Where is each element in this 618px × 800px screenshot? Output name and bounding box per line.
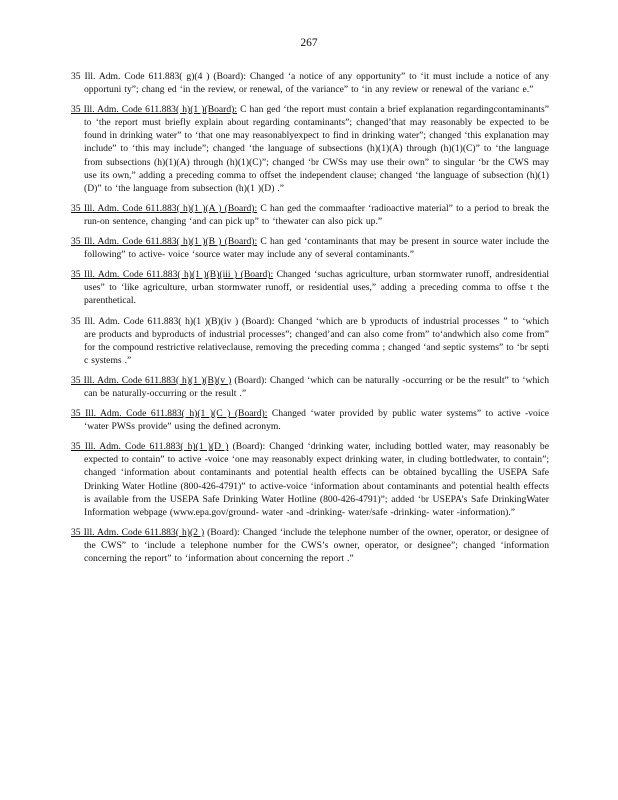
entry-citation: 35 Ill. Adm. Code 611.883( h)(1 )(C ) (Board): — [71, 408, 268, 420]
page-number: 267 — [300, 37, 318, 49]
entry-text: (Board): Changed ‘drinking water, including bottled water, may reasonably be expected to contain” to active -voice ‘one may reasonably expect drinking water, in cluding bottledwater, to contain”; changed ‘information about contaminants and potential health effects can be obtained bycalling the USEPA Safe Drinking Water Hotline (800-426-4791)” to active-voice ‘information about contaminants and potential health effects is available from the USEPA Safe Drinking Water Hotline (800-426-4791)”; added ‘br USEPA’s Safe DrinkingWater Information webpage (www.epa.gov/ground- water -and -drinking- water/safe -drinking- water -information).” — [84, 441, 549, 518]
entry-citation: 35 Ill. Adm. Code 611.883( h)(1 )(B ) (Board): — [71, 236, 258, 248]
list-item — [71, 235, 549, 261]
entry-text: Changed ‘suchas agriculture, urban stormwater runoff, andresidential uses” to ‘like agriculture, urban stormwater runoff, or residential uses,” adding a preceding comma to offse t the parenthetical. — [84, 269, 550, 307]
list-item — [71, 268, 549, 307]
entry-text: C han ged the commaafter ‘radioactive material” to a period to break the run-on sentence, changing ‘and can pick up” to ‘thewater can also pick up.” — [84, 202, 549, 227]
list-item — [71, 70, 549, 96]
list-item — [71, 103, 549, 195]
entry-text: (Board): Changed ‘include the telephone number of the owner, operator, or designee of the CWS” to ‘include a telephone number for the CWS’s owner, operator, or designee”; changed ‘information concerning the report” to ‘information about concerning the report .” — [84, 526, 550, 564]
entry-text: C han ged ‘contaminants that may be present in source water include the following” to active- voice ‘source water may include any of several contaminants.” — [84, 236, 549, 261]
entry-citation: 35 Ill. Adm. Code 611.883( g)(4 ) (Board): — [71, 71, 246, 82]
entries-list — [71, 70, 549, 572]
entry-citation: 35 Ill. Adm. Code 611.883( h)(1 )(B)(v ) — [71, 374, 232, 386]
entry-citation: 35 Ill. Adm. Code 611.883( h)(2 ) — [71, 526, 205, 538]
entry-citation: 35 Ill. Adm. Code 611.883( h)(1 )(A ) (Board): — [71, 202, 258, 214]
entry-citation: 35 Ill. Adm. Code 611.883( h)(1 )(B)(iii ) (Board): — [71, 269, 274, 281]
entry-citation: 35 Ill. Adm. Code 611.883( h)(1 )(B)(iv ) (Board): — [71, 315, 275, 327]
entry-text: Changed ‘a notice of any opportunity” to ‘it must include a notice of any opportuni ty”; chang ed ‘in the review, or renewal, of the variance” to ‘in any review or renewal of the varianc e.” — [84, 71, 549, 96]
entry-text: (Board): Changed ‘which can be naturally -occurring or be the result” to ‘which can be naturally-occurring or the result .” — [84, 374, 549, 399]
list-item — [71, 440, 549, 519]
entry-citation: 35 Ill. Adm. Code 611.883( h)(1 )(D ) — [71, 441, 229, 453]
list-item — [71, 407, 549, 433]
list-item — [71, 374, 549, 400]
entry-text: Changed ‘water provided by public water systems” to active -voice ‘water PWSs provide” using the defined acronym. — [84, 408, 549, 433]
entry-citation: 35 Ill. Adm. Code 611.883( h)(1 )(Board): — [71, 104, 237, 116]
entry-text: C han ged ‘the report must contain a brief explanation regardingcontaminants” to ‘the report must briefly explain about regarding contaminants”; changed’that may reasonably be expected to be found in drinking water” to ‘that one may reasonablyexpect to find in drinking water”; changed ‘this explanation may include” to ‘this may include”; changed ‘the language of subsections (h)(1)(A) through (h)(1)(C)” to ‘the language from subsections (h)(1)(A) through (h)(1)(C)”; changed ‘br CWSs may use their own” to singular ‘br the CWS may use its own,” adding a preceding comma to offset the independent clause; changed ‘the language of subsection (h)(1)(D)” to ‘the language from subsection (h)(1 )(D) .” — [84, 104, 549, 194]
list-item — [71, 526, 549, 565]
entry-text: Changed ‘which are b yproducts of industrial processes ” to ‘which are products and byproducts of industrial processes”; changed’and can also come from” to‘andwhich also come from” for the compound restrictive relativeclause, removing the preceding comma ; changed ‘and septic systems” to ‘br septi c systems .” — [84, 315, 549, 366]
list-item — [71, 202, 549, 228]
list-item — [71, 315, 549, 367]
